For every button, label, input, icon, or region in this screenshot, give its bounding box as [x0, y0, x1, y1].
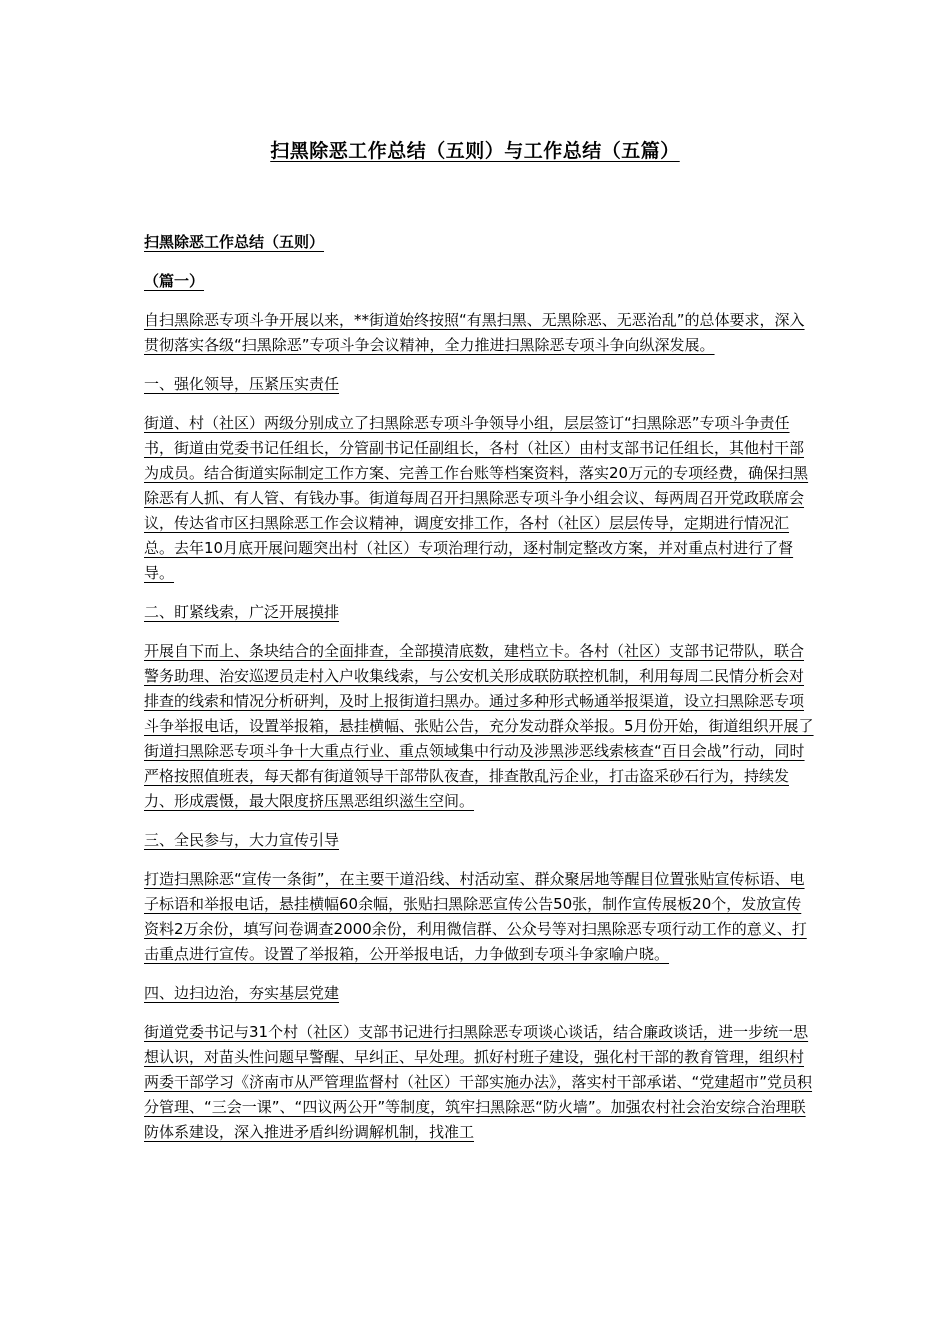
heading-1: 一、强化领导，压紧压实责任 [144, 375, 340, 393]
paragraph-3: 打造扫黑除恶“宣传一条街”，在主要干道沿线、村活动室、群众聚居地等醒目位置张贴宣传标语、电子标语和举报电话，悬挂横幅60余幅，张贴扫黑除恶宣传公告50张，制作宣传展板20个，发放宣传资料2万余份，填写问卷调查2000余份，利用微信群、公众号等对扫黑除恶专项行动工作的意义、打击重点进行宣传。设置了举报箱，公开举报电话，力争做到专项斗争家喻户晓。 [144, 870, 807, 963]
section-subtitle: 扫黑除恶工作总结（五则） [144, 233, 325, 251]
heading-4: 四、边扫边治，夯实基层党建 [144, 984, 340, 1002]
paragraph-4: 街道党委书记与31个村（社区）支部书记进行扫黑除恶专项谈心谈话，结合廉政谈话，进一步统一思想认识，对苗头性问题早警醒、早纠正、早处理。抓好村班子建设，强化村干部的教育管理，组织村两委干部学习《济南市从严管理监督村（社区）干部实施办法》，落实村干部承诺、“党建超市”党员积分管理、“三会一课”、“四议两公开”等制度，筑牢扫黑除恶“防火墙”。加强农村社会治安综合治理联防体系建设，深入推进矛盾纠纷调解机制，找准工 [144, 1023, 813, 1141]
heading-2: 二、盯紧线索，广泛开展摸排 [144, 603, 340, 621]
part-label: （篇一） [144, 272, 205, 290]
heading-3: 三、全民参与，大力宣传引导 [144, 831, 340, 849]
document-body [144, 230, 814, 1159]
intro-paragraph: 自扫黑除恶专项斗争开展以来，**街道始终按照“有黑扫黑、无黑除恶、无恶治乱”的总体要求，深入贯彻落实各级“扫黑除恶”专项斗争会议精神，全力推进扫黑除恶专项斗争向纵深发展。 [144, 311, 805, 354]
document-title-text: 扫黑除恶工作总结（五则）与工作总结（五篇） [270, 140, 680, 162]
paragraph-1: 街道、村（社区）两级分别成立了扫黑除恶专项斗争领导小组，层层签订“扫黑除恶”专项斗争责任书，街道由党委书记任组长，分管副书记任副组长，各村（社区）由村支部书记任组长，其他村干部为成员。结合街道实际制定工作方案、完善工作台账等档案资料，落实20万元的专项经费，确保扫黑除恶有人抓、有人管、有钱办事。街道每周召开扫黑除恶专项斗争小组会议、每两周召开党政联席会议，传达省市区扫黑除恶工作会议精神，调度安排工作，各村（社区）层层传导，定期进行情况汇总。去年10月底开展问题突出村（社区）专项治理行动，逐村制定整改方案，并对重点村进行了督导。 [144, 414, 809, 582]
document-title [0, 137, 950, 165]
paragraph-2: 开展自下而上、条块结合的全面排查，全部摸清底数，建档立卡。各村（社区）支部书记带队，联合警务助理、治安巡逻员走村入户收集线索，与公安机关形成联防联控机制，利用每周二民情分析会对排查的线索和情况分析研判，及时上报街道扫黑办。通过多种形式畅通举报渠道，设立扫黑除恶专项斗争举报电话，设置举报箱，悬挂横幅、张贴公告，充分发动群众举报。5月份开始，街道组织开展了街道扫黑除恶专项斗争十大重点行业、重点领域集中行动及涉黑涉恶线索核查“百日会战”行动，同时严格按照值班表，每天都有街道领导干部带队夜查，排查散乱污企业，打击盗采砂石行为，持续发力、形成震慑，最大限度挤压黑恶组织滋生空间。 [144, 642, 814, 810]
